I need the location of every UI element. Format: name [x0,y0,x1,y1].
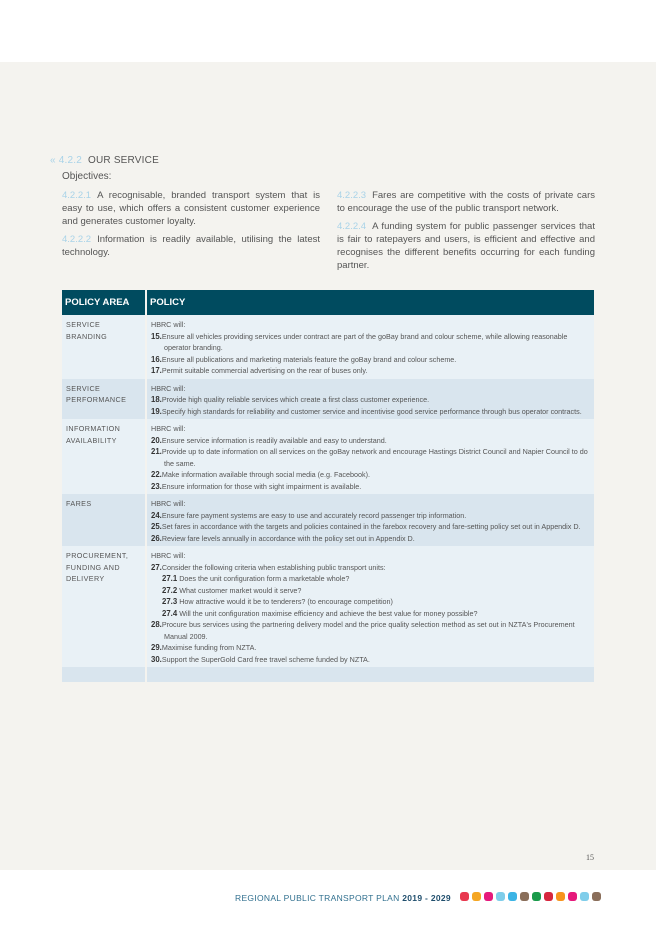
footer-color-dots [460,892,601,901]
policy-item: 23.Ensure information for those with sight impairment is available. [151,481,362,491]
objective-number: 4.2.2.2 [62,234,92,245]
objective-number: 4.2.2.4 [337,221,367,232]
area-line: BRANDING [66,331,108,341]
policy-item: 20.Ensure service information is readily available and easy to understand. [151,435,387,445]
policy-item: 17.Permit suitable commercial advertising on the rear of buses only. [151,366,368,375]
policy-intro: HBRC will: [151,320,186,329]
table-row [62,546,594,667]
page-number: 15 [586,853,594,862]
objective-text: Information is readily available, utilising the latest technology. [62,234,320,258]
policy-cell [146,379,594,420]
policy-area-cell [62,419,146,494]
policy-area-cell [62,379,146,420]
policy-item: 19.Specify high standards for reliability and customer service and incentivise good service performance through bus operator contracts. [151,406,582,416]
objective-text: Fares are competitive with the costs of private cars to encourage the use of the public transport network. [337,190,595,214]
section-number: 4.2.2 [58,155,83,166]
policy-table [62,290,594,682]
area-line: INFORMATION [66,424,121,433]
policy-subitem: 27.2 What customer market would it serve? [162,585,302,595]
policy-item: 27.Consider the following criteria when establishing public transport units: [151,562,386,572]
objective-4-2-2-3 [337,189,595,215]
objective-number: 4.2.2.1 [62,190,92,201]
area-line: SERVICE [66,383,101,393]
area-line: SERVICE [66,320,101,329]
policy-subitem: 27.3 How attractive would it be to tenderers? (to encourage competition) [162,597,393,606]
policy-cell [146,546,594,667]
objective-number: 4.2.2.3 [337,190,367,201]
policy-item: 29.Maximise funding from NZTA. [151,643,257,652]
table-row [62,379,594,420]
area-line: DELIVERY [66,574,105,583]
footer-color-dot [508,892,517,901]
objective-text: A recognisable, branded transport system that is easy to use, which offers a consistent customer experience and generates customer loyalty. [62,190,320,227]
policy-cell [146,494,594,546]
section-title: OUR SERVICE [88,155,159,166]
footer-color-dot [568,892,577,901]
policy-intro: HBRC will: [151,424,186,433]
page-header-band [0,0,656,62]
policy-intro: HBRC will: [151,551,186,560]
area-line: PROCUREMENT, [66,551,129,560]
policy-area-cell [62,494,146,546]
table-row [62,419,594,494]
column-header-policy-area: POLICY AREA [62,290,146,315]
table-row [62,494,594,546]
policy-item: 16.Ensure all publications and marketing materials feature the goBay brand and colour scheme. [151,354,457,364]
table-row [62,315,594,379]
policy-intro: HBRC will: [151,383,186,393]
area-line: FARES [66,499,92,508]
policy-item: 15.Ensure all vehicles providing services under contract are part of the goBay brand and colour scheme, while allowing reasonable operator branding. [151,331,568,352]
objective-text: A funding system for public passenger services that is fair to ratepayers and users, is efficient and effective and recognises the different benefits occurring for each funding partner. [337,221,595,271]
policy-item: 18.Provide high quality reliable services which create a first class customer experience. [151,395,430,404]
footer-color-dot [580,892,589,901]
area-line: PERFORMANCE [66,395,127,404]
footer-color-dot [460,892,469,901]
area-line: FUNDING AND [66,562,120,572]
policy-subitem: 27.4 Will the unit configuration maximise efficiency and achieve the best value for money possible? [162,608,478,618]
policy-item: 22.Make information available through social media (e.g. Facebook). [151,470,370,479]
policy-cell [146,419,594,494]
footer-color-dot [592,892,601,901]
table-header-row [62,290,594,315]
footer-color-dot [472,892,481,901]
policy-subitem: 27.1 Does the unit configuration form a marketable whole? [162,574,350,583]
policy-item: 25.Set fares in accordance with the targets and policies contained in the farebox recovery and fare-setting policy set out in Appendix D. [151,522,581,531]
footer-color-dot [496,892,505,901]
section-heading [50,155,159,166]
column-header-policy: POLICY [146,290,594,315]
footer-document-title [235,893,451,903]
footer-color-dot [520,892,529,901]
footer-color-dot [532,892,541,901]
footer-years: 2019 - 2029 [402,893,451,903]
objectives-left-column [62,189,320,264]
policy-item: 24.Ensure fare payment systems are easy to use and accurately record passenger trip information. [151,510,467,520]
policy-item: 28.Procure bus services using the partnering delivery model and the price quality selection method as set out in NZTA's Procurement Manual 2009. [151,620,575,641]
footer-color-dot [544,892,553,901]
policy-cell [146,315,594,379]
objective-4-2-2-2 [62,233,320,259]
table-spacer-row [62,667,594,682]
footer-title-text: REGIONAL PUBLIC TRANSPORT PLAN [235,893,400,903]
policy-area-cell [62,315,146,379]
policy-item: 26.Review fare levels annually in accordance with the policy set out in Appendix D. [151,533,415,543]
policy-item: 21.Provide up to date information on all services on the goBay network and encourage Hastings District Council and Napier Council to do the same. [151,447,588,468]
objective-4-2-2-4 [337,220,595,272]
policy-intro: HBRC will: [151,499,186,508]
objective-4-2-2-1 [62,189,320,228]
objectives-label: Objectives: [62,171,112,182]
policy-item: 30.Support the SuperGold Card free travel scheme funded by NZTA. [151,654,370,664]
footer-color-dot [484,892,493,901]
back-chevron-icon[interactable]: « [50,155,56,166]
footer-color-dot [556,892,565,901]
objectives-right-column [337,189,595,277]
area-line: AVAILABILITY [66,435,117,445]
policy-area-cell [62,546,146,667]
